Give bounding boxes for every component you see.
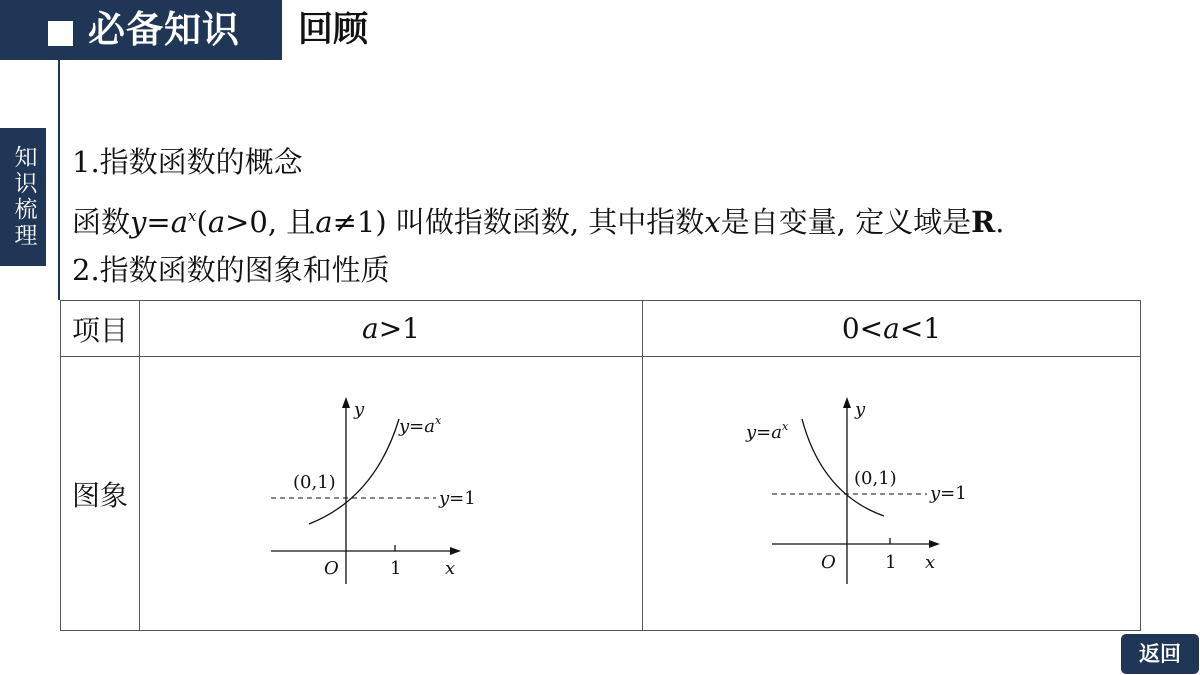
header-decay-a: a [883,312,900,345]
def-a: a [170,205,189,239]
header-growth-cell [140,301,643,357]
decay-x-arrow-icon [929,540,940,548]
properties-table [60,300,1141,631]
growth-point-label: (0,1) [293,471,336,493]
growth-tick-label: 1 [390,557,402,579]
graph-label-cell [61,357,140,631]
graph-decay-cell [643,357,1141,631]
growth-curve-label: $y=a^x$ [399,413,442,437]
decay-asymptote-label: y=1 [929,482,967,504]
def-exponent-x: x [188,207,197,225]
table-header-row [61,301,1141,357]
def-text-2: ( [196,205,208,239]
section1-heading: 1.指数函数的概念 [72,145,303,179]
header-growth-a: a [362,312,379,345]
side-tab-label: 知识梳理 [10,145,37,249]
section2-heading: 2.指数函数的图象和性质 [72,253,390,287]
def-x2: x [704,205,721,239]
header-label-cell [61,301,140,357]
header-growth-rest: >1 [378,312,420,345]
def-a3: a [315,205,333,239]
header-decay-pre: 0< [841,312,884,345]
decay-origin-label: O [820,551,836,573]
def-domain: R [971,205,996,239]
growth-origin-label: O [324,557,339,579]
back-button[interactable]: 返回 [1121,634,1199,674]
header-decay-rest: <1 [899,312,942,345]
def-text-3: >0, 且 [225,205,316,239]
divider-line [58,60,60,300]
definition-line [72,196,1004,242]
growth-asymptote-label: y=1 [439,487,476,509]
growth-y-arrow-icon [342,397,350,408]
header-subtitle: 回顾 [298,10,369,50]
growth-graph [271,394,511,594]
header-square-icon [48,21,73,46]
def-text-4: ≠1) 叫做指数函数, 其中指数 [332,205,705,239]
header-title: 必备知识 [88,8,240,51]
decay-tick-label: 1 [884,551,896,573]
def-text-5: 是自变量, 定义域是 [720,205,972,239]
growth-y-label: y [354,398,365,420]
side-tab [0,128,46,266]
decay-y-label: y [854,398,865,420]
graph-growth-cell [140,357,643,631]
graph-row-label: 图象 [71,478,128,512]
def-text-1: 函数 [72,205,131,239]
header-decay-cell [643,301,1141,357]
decay-graph [745,394,1012,594]
def-y: y [130,205,147,239]
table-graph-row [61,357,1141,631]
decay-y-arrow-icon [843,397,851,408]
decay-point-label: (0,1) [853,467,897,489]
def-eq: = [146,205,171,239]
decay-x-label: x [924,551,935,573]
def-a2: a [207,205,226,239]
growth-x-arrow-icon [450,547,461,555]
def-end: . [995,205,1005,239]
decay-curve-label: $y=a^x$ [745,419,788,443]
header-label: 项目 [71,313,128,347]
growth-x-label: x [445,557,456,579]
